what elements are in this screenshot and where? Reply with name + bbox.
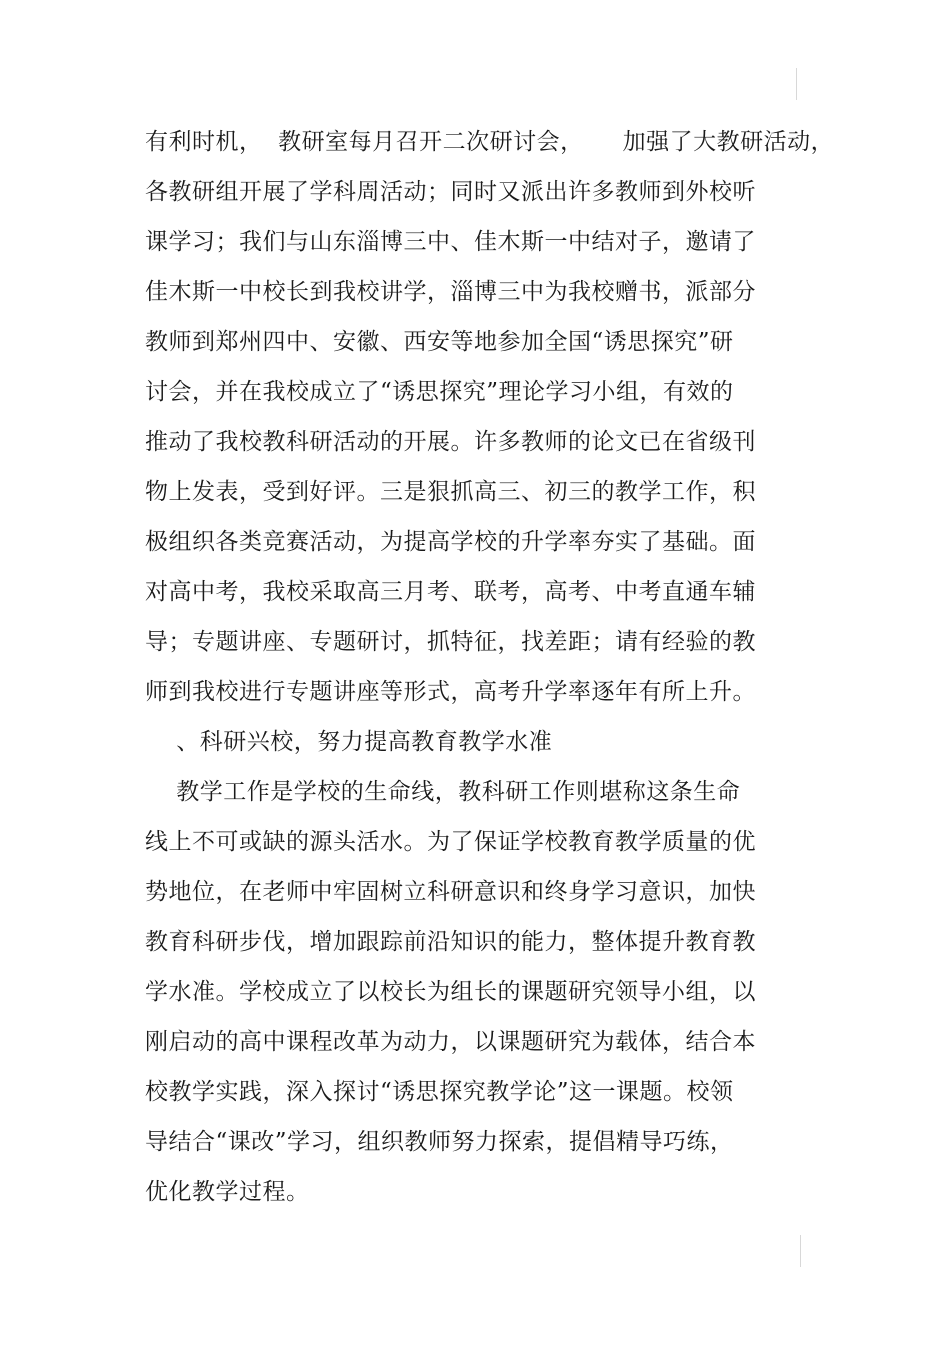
text-line: 师到我校进行专题讲座等形式，高考升学率逐年有所上升。 — [145, 679, 756, 705]
text-line: 推动了我校教科研活动的开展。许多教师的论文已在省级刊 — [145, 429, 756, 455]
text-line: 极组织各类竞赛活动，为提高学校的升学率夯实了基础。面 — [145, 529, 756, 555]
section-heading: 、科研兴校，努力提高教育教学水准 — [145, 729, 553, 755]
text-line: 有利时机， 教研室每月召开二次研讨会， 加强了大教研活动， — [145, 129, 835, 155]
text-line: 校教学实践，深入探讨“诱思探究教学论”这一课题。校领 — [145, 1079, 734, 1105]
text-line: 刚启动的高中课程改革为动力，以课题研究为载体，结合本 — [145, 1029, 756, 1055]
text-line: 佳木斯一中校长到我校讲学，淄博三中为我校赠书，派部分 — [145, 279, 756, 305]
text-line: 学水准。学校成立了以校长为组长的课题研究领导小组，以 — [145, 979, 756, 1005]
text-line: 优化教学过程。 — [145, 1179, 310, 1205]
text-line: 各教研组开展了学科周活动；同时又派出许多教师到外校听 — [145, 179, 756, 205]
text-line: 线上不可或缺的源头活水。为了保证学校教育教学质量的优 — [145, 829, 756, 855]
page-corner-mark-top — [796, 68, 797, 100]
text-line: 导；专题讲座、专题研讨，抓特征，找差距；请有经验的教 — [145, 629, 756, 655]
text-line: 物上发表，受到好评。三是狠抓高三、初三的教学工作，积 — [145, 479, 756, 505]
text-line: 教师到郑州四中、安徽、西安等地参加全国“诱思探究”研 — [145, 329, 734, 355]
text-line: 课学习；我们与山东淄博三中、佳木斯一中结对子，邀请了 — [145, 229, 756, 255]
page-corner-mark-bottom — [800, 1235, 801, 1267]
text-line: 讨会，并在我校成立了“诱思探究”理论学习小组，有效的 — [145, 379, 734, 405]
text-line: 导结合“课改”学习，组织教师努力探索，提倡精导巧练， — [145, 1129, 734, 1155]
text-line: 对高中考，我校采取高三月考、联考，高考、中考直通车辅 — [145, 579, 756, 605]
text-line: 教学工作是学校的生命线，教科研工作则堪称这条生命 — [145, 779, 741, 805]
text-line: 势地位，在老师中牢固树立科研意识和终身学习意识，加快 — [145, 879, 756, 905]
text-line: 教育科研步伐，增加跟踪前沿知识的能力，整体提升教育教 — [145, 929, 756, 955]
